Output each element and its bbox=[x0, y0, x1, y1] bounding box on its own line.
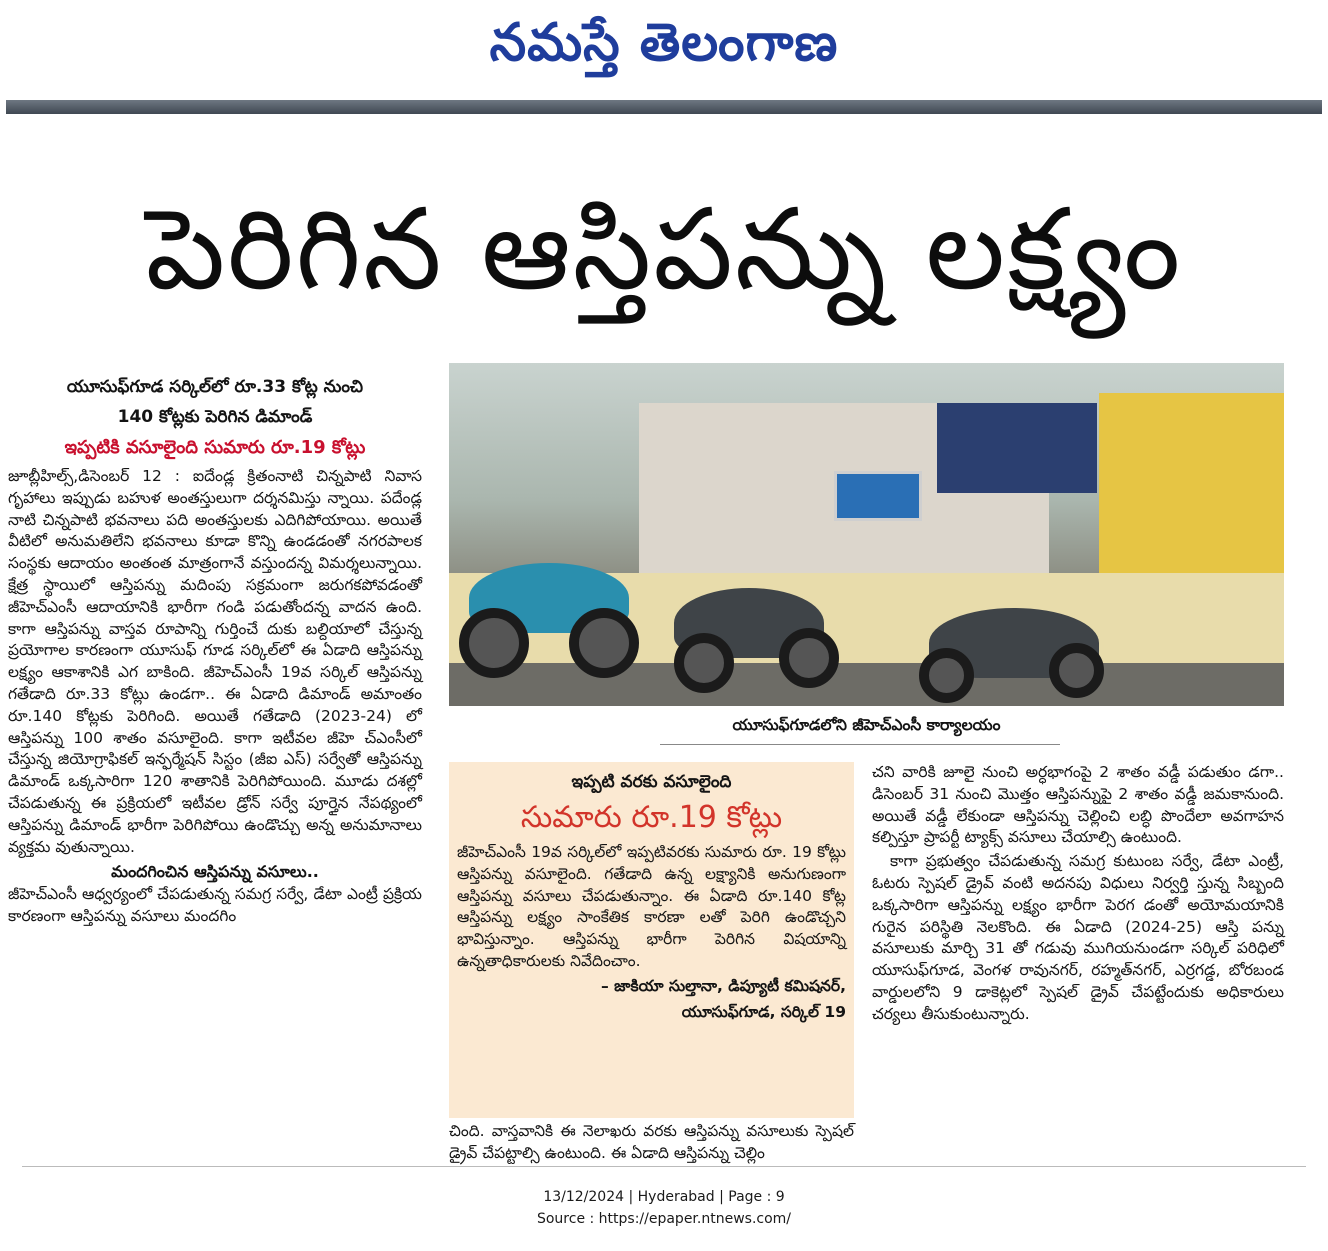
masthead-rule bbox=[6, 100, 1322, 114]
red-subheading: ఇప్పటికి వసూలైంది సుమారు రూ.19 కోట్లు bbox=[64, 437, 366, 458]
kicker-line-2: 140 కోట్లకు పెరిగిన డిమాండ్ bbox=[117, 407, 313, 427]
footer-rule bbox=[22, 1166, 1306, 1167]
right-para-2: కాగా ప్రభుత్వం చేపడుతున్న సమగ్ర కుటుంబ సర్వే, డేటా ఎంట్రీ, ఓటరు స్పెషల్ డ్రైవ్ వంటి అదనపు విధులు నిర్వర్తి స్తున్న సిబ్బంది ఒక్కసారిగా ఆస్తిపన్ను లక్ష్యం భారీగా పెరగ డంతో అయోమయానికి గురైన పరిస్థితి నెలకొంది. ఈ ఏడాది (2024-25) ఆస్తి పన్ను వసూలుకు మార్చి 31 తో గడువు ముగియనుండగా సర్కిల్ పరిధిలో యూసుఫ్‌గూడ, వెంగళ రావునగర్, రహ్మత్‌నగర్, ఎర్రగడ్డ, బోరబండ వార్డులలోని 9 డాకెట్లలో స్పెషల్ డ్రైవ్ చేపట్టేందుకు అధికారులు చర్యలు తీసుకుంటున్నారు. bbox=[872, 852, 1284, 1023]
photo-road bbox=[449, 663, 1284, 706]
photo-wheel bbox=[1049, 643, 1104, 698]
photo-wheel bbox=[674, 633, 734, 693]
photo-wheel bbox=[919, 648, 974, 703]
right-column bbox=[872, 762, 1284, 1026]
footer bbox=[0, 1186, 1328, 1230]
right-para-1: చని వారికి జూలై నుంచి అర్ధభాగంపై 2 శాతం వడ్డీ పడుతుం డగా.. డిసెంబర్ 31 నుంచి మొత్తం ఆస్తిపన్నుపై 2 శాతం వడ్డీ జమకానుంది. అయితే వడ్డీ లేకుండా ఆస్తిపన్ను చెల్లించి లబ్ధి పొందేలా అవగాహన కల్పిస్తూ ప్రాపర్టీ ట్యాక్స్ వసూలు చేయాల్సి ఉంటుంది. bbox=[872, 763, 1284, 847]
photo-blue-board bbox=[834, 471, 922, 521]
middle-continuation bbox=[449, 1121, 854, 1165]
masthead-title: నమస్తే తెలంగాణ bbox=[489, 13, 839, 73]
footer-date-page: 13/12/2024 | Hyderabad | Page : 9 bbox=[543, 1189, 785, 1205]
photo-caption: యూసుఫ్‌గూడలోని జీహెచ్ఎంసీ కార్యాలయం bbox=[732, 716, 1001, 734]
photo-wheel bbox=[569, 608, 639, 678]
quote-box-signature-2: యూసుఫ్‌గూడ, సర్కిల్ 19 bbox=[681, 1002, 846, 1021]
quote-box-body: జీహెచ్ఎంసీ 19వ సర్కిల్‌లో ఇప్పటివరకు సుమారు రూ. 19 కోట్లు ఆస్తిపన్ను వసూలైంది. గతేడాది ఉన్న లక్ష్యానికి అనుగుణంగా ఆస్తిపన్ను వసూలు చేపడుతున్నాం. ఈ ఏడాది రూ.140 కోట్ల ఆస్తిపన్ను లక్ష్యం సాంకేతిక కారణా లతో పెరిగి ఉండొచ్చని భావిస్తున్నాం. ఆస్తిపన్ను భారీగా పెరిగిన విషయాన్ని ఉన్నతాధికారులకు నివేదించాం. bbox=[457, 843, 846, 970]
quote-box-headline: సుమారు రూ.19 కోట్లు bbox=[520, 800, 783, 835]
section-subheading: మందగించిన ఆస్తిపన్ను వసూలు.. bbox=[111, 862, 319, 882]
photo-wheel bbox=[459, 608, 529, 678]
photo-office-signboard bbox=[937, 403, 1097, 493]
ghmc-office-photo bbox=[449, 363, 1284, 706]
quote-box-signature-1: – జాకియా సుల్తానా, డిప్యూటీ కమిషనర్, bbox=[601, 976, 846, 995]
masthead bbox=[0, 0, 1328, 100]
photo-wheel bbox=[779, 628, 839, 688]
article-headline: పెరిగిన ఆస్తిపన్ను లక్ష్యం bbox=[145, 185, 1183, 315]
caption-underline bbox=[660, 744, 1060, 745]
left-body-text: జూబ్లీహిల్స్,డిసెంబర్ 12 : ఐదేండ్ల క్రితంనాటి చిన్నపాటి నివాస గృహాలు ఇప్పుడు బహుళ అంతస్తులుగా దర్శనమిస్తు న్నాయి. పదేండ్ల నాటి చిన్నపాటి భవనాలు పది అంతస్తులకు ఎదిగిపోయాయి. అయితే వీటిలో అనుమతిలేని భవనాలు కూడా కొన్ని ఉండడంతో నగరపాలక సంస్థకు ఆదాయం అంతంత మాత్రంగానే వస్తుందన్న విమర్శలున్నాయి. క్షేత్ర స్థాయిలో ఆస్తిపన్ను మదింపు సక్రమంగా జరుగకపోవడంతో జీహెచ్ఎంసీ ఆదాయానికి భారీగా గండి పడుతోందన్న వాదన ఉంది. కాగా ఆస్తిపన్ను వాస్తవ రూపాన్ని గుర్తించే దుకు బల్దియాలో చేస్తున్న ప్రయోగాల కారణంగా యూసుఫ్ గూడ సర్కిల్‌లో ఈ ఏడాది ఆస్తిపన్ను లక్ష్యం ఆకాశానికి ఎగ బాకింది. జీహెచ్ఎంసీ 19వ సర్కిల్ ఆస్తిపన్ను గతేడాది రూ.33 కోట్లు ఉండగా.. ఈ ఏడాది డిమాండ్ అమాంతం రూ.140 కోట్లకు పెరిగింది. అయితే గతేడాది (2023-24) లో ఆస్తిపన్ను 100 శాతం వసూలైంది. కాగా ఇటీవల జీహె చ్ఎంసీలో చేస్తున్న జియోగ్రాఫికల్ ఇన్ఫర్మేషన్ సిస్టం (జీఐ ఎస్) సర్వేతో ఆస్తిపన్ను డిమాండ్ ఒక్కసారిగా 120 శాతానికి పెరిగిపోయింది. మూడు దశల్లో చేపడుతున్న ఈ ప్రక్రియలో ఇటీవల డ్రోన్ సర్వే పూర్తైన నేపథ్యంలో ఆస్తిపన్ను డిమాండ్ భారీగా పెరిగిపోయి ఉండొచ్చు అన్న అనుమానాలు వ్యక్తమ వుతున్నాయి. bbox=[8, 467, 422, 856]
left-body-text-2: జీహెచ్ఎంసీ ఆధ్వర్యంలో చేపడుతున్న సమగ్ర సర్వే, డేటా ఎంట్రీ ప్రక్రియ కారణంగా ఆస్తిపన్ను వసూలు మందగిం bbox=[8, 885, 422, 926]
middle-continuation-text: చింది. వాస్తవానికి ఈ నెలాఖరు వరకు ఆస్తిపన్ను వసూలుకు స్పెషల్ డ్రైవ్ చేపట్టాల్సి ఉంటుంది. ఈ ఏడాది ఆస్తిపన్ను చెల్లిం bbox=[449, 1122, 854, 1162]
footer-source: Source : https://epaper.ntnews.com/ bbox=[536, 1211, 792, 1227]
left-column bbox=[8, 372, 422, 928]
kicker-line-1: యూసుఫ్‌గూడ సర్కిల్‌లో రూ.33 కోట్ల నుంచి bbox=[66, 377, 364, 397]
quote-box-kicker: ఇప్పటి వరకు వసూలైంది bbox=[571, 772, 732, 792]
quote-box bbox=[449, 762, 854, 1118]
